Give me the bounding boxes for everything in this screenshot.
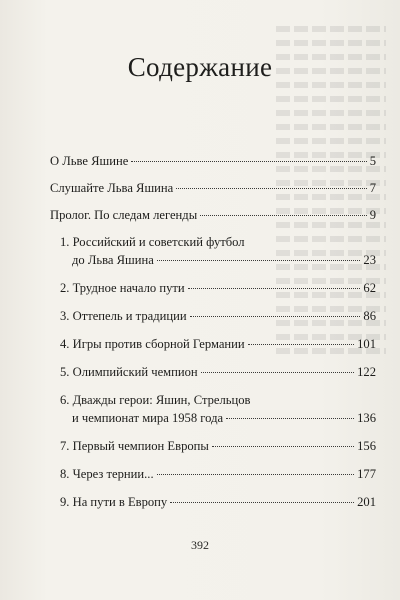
toc-entry xyxy=(50,363,376,381)
toc-entry-page: 86 xyxy=(363,309,376,323)
toc-entry-page: 62 xyxy=(363,281,376,295)
page-title: Содержание xyxy=(127,52,273,82)
page-number: 392 xyxy=(191,538,209,552)
leader-dots xyxy=(248,344,354,345)
toc-entry-page: 5 xyxy=(369,154,376,168)
toc-entry-label: 6. Дважды герои: Яшин, Стрельцов xyxy=(60,393,251,407)
leader-dots xyxy=(157,260,361,261)
toc-entry-page: 7 xyxy=(369,181,376,195)
leader-dots xyxy=(226,418,354,419)
leader-dots xyxy=(190,316,361,317)
toc-entry-page: 136 xyxy=(357,411,376,425)
toc-entry xyxy=(50,437,376,455)
toc-entry xyxy=(50,179,376,197)
leader-dots xyxy=(200,215,367,216)
toc-entry xyxy=(50,279,376,297)
toc-entry xyxy=(50,493,376,511)
toc-entry-label: Слушайте Льва Яшина xyxy=(50,181,174,195)
toc-entry xyxy=(50,307,376,325)
toc-entry-page: 156 xyxy=(357,439,376,453)
leader-dots xyxy=(201,372,354,373)
toc-entry-label: 2. Трудное начало пути xyxy=(60,281,185,295)
toc-entry-label: 3. Оттепель и традиции xyxy=(60,309,187,323)
table-of-contents xyxy=(50,152,376,521)
leader-dots xyxy=(176,188,366,189)
toc-entry-page: 177 xyxy=(357,467,376,481)
toc-entry xyxy=(50,465,376,483)
toc-entry-page: 9 xyxy=(369,208,376,222)
toc-entry-label: 5. Олимпийский чемпион xyxy=(60,365,198,379)
leader-dots xyxy=(212,446,354,447)
toc-entry-label: 4. Игры против сборной Германии xyxy=(60,337,245,351)
toc-entry xyxy=(50,391,376,427)
leader-dots xyxy=(188,288,361,289)
toc-entry-page: 201 xyxy=(357,495,376,509)
leader-dots xyxy=(131,161,366,162)
toc-entry-label: О Льве Яшине xyxy=(50,154,129,168)
toc-entry-label: Пролог. По следам легенды xyxy=(50,208,198,222)
toc-entry-label-continued: до Льва Яшина xyxy=(72,253,154,267)
toc-entry xyxy=(50,233,376,269)
toc-entry-label: 9. На пути в Европу xyxy=(60,495,168,509)
toc-entry xyxy=(50,206,376,224)
toc-entry-page: 23 xyxy=(363,253,376,267)
toc-entry-label: 1. Российский и советский футбол xyxy=(60,235,245,249)
toc-entry-page: 122 xyxy=(357,365,376,379)
toc-entry-label-continued: и чемпионат мира 1958 года xyxy=(72,411,224,425)
toc-entry xyxy=(50,152,376,170)
toc-entry-label: 8. Через тернии... xyxy=(60,467,154,481)
toc-entry-label: 7. Первый чемпион Европы xyxy=(60,439,209,453)
toc-entry-page: 101 xyxy=(357,337,376,351)
toc-entry xyxy=(50,335,376,353)
leader-dots xyxy=(157,474,355,475)
leader-dots xyxy=(170,502,354,503)
